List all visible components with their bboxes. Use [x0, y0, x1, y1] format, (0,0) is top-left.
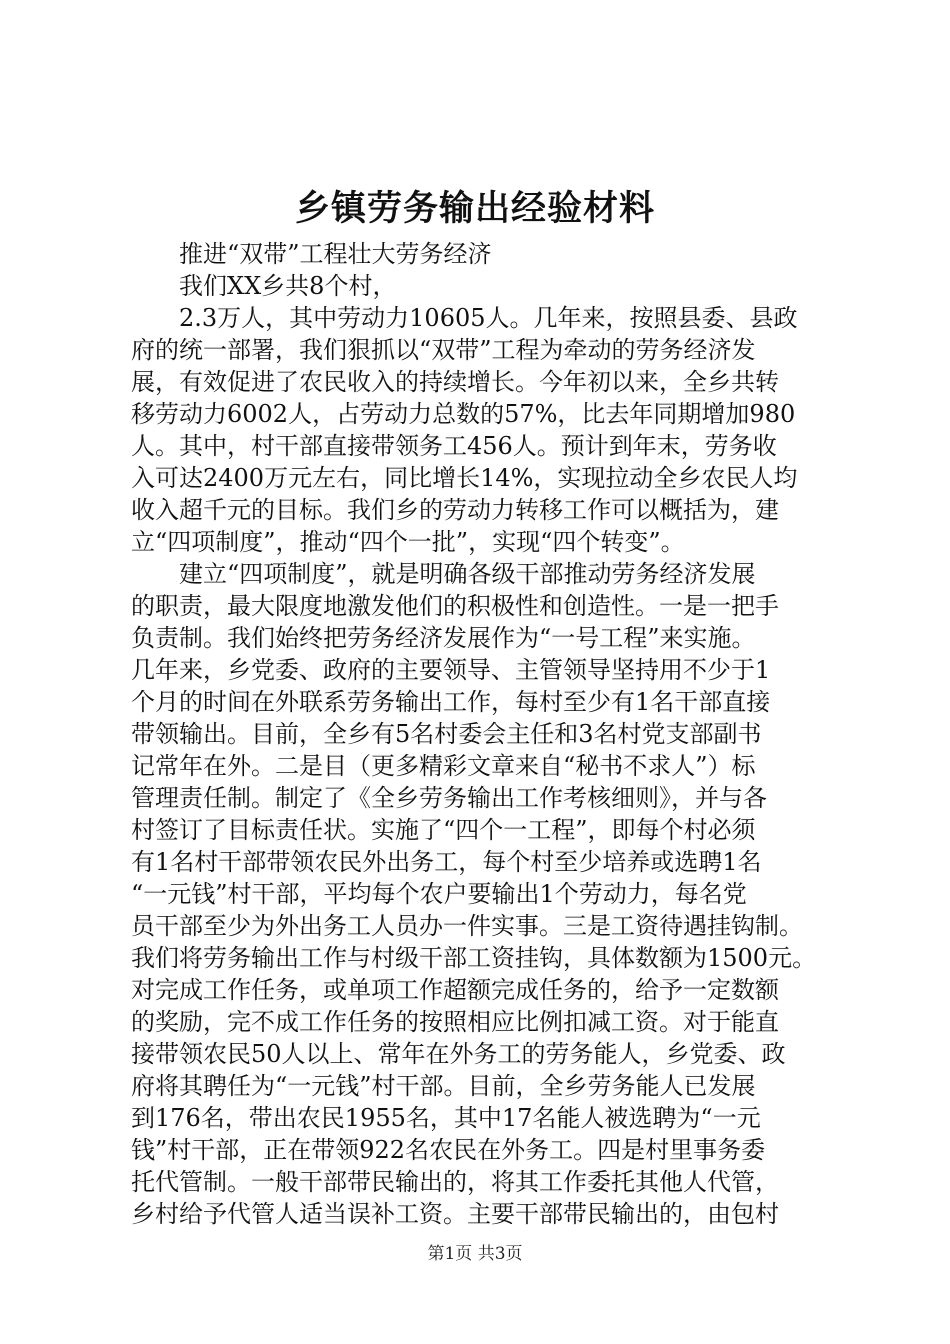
document-title: 乡镇劳务输出经验材料 — [294, 189, 655, 229]
text-line: 几年来，乡党委、政府的主要领导、主管领导坚持用不少于1 — [131, 656, 771, 684]
text-line: 记常年在外。二是目（更多精彩文章来自“秘书不求人”）标 — [131, 752, 756, 780]
text-line: 我们将劳务输出工作与村级干部工资挂钩，具体数额为1500元。 — [131, 944, 817, 972]
text-line: 入可达2400万元左右，同比增长14%，实现拉动全乡农民人均 — [131, 464, 798, 492]
text-line: 的职责，最大限度地激发他们的积极性和创造性。一是一把手 — [131, 592, 779, 620]
text-line: 有1名村干部带领农民外出务工，每个村至少培养或选聘1名 — [131, 848, 762, 876]
text-line: 展，有效促进了农民收入的持续增长。今年初以来，全乡共转 — [131, 368, 779, 396]
page-footer: 第1页 共3页 — [427, 1244, 523, 1264]
text-line: 收入超千元的目标。我们乡的劳动力转移工作可以概括为，建 — [131, 496, 779, 524]
text-line: 接带领农民50人以上、常年在外务工的劳务能人，乡党委、政 — [131, 1040, 786, 1068]
text-line: 员干部至少为外出务工人员办一件实事。三是工资待遇挂钩制。 — [131, 912, 803, 940]
text-line: 的奖励，完不成工作任务的按照相应比例扣减工资。对于能直 — [131, 1008, 779, 1036]
text-line: 我们XX乡共8个村， — [179, 272, 397, 300]
text-line: 负责制。我们始终把劳务经济发展作为“一号工程”来实施。 — [131, 624, 756, 652]
text-line: 托代管制。一般干部带民输出的，将其工作委托其他人代管， — [131, 1168, 779, 1196]
text-line: 对完成工作任务，或单项工作超额完成任务的，给予一定数额 — [131, 976, 779, 1004]
text-line: 推进“双带”工程壮大劳务经济 — [179, 240, 492, 268]
text-line: 移劳动力6002人，占劳动力总数的57%，比去年同期增加980 — [131, 400, 796, 428]
text-line: 个月的时间在外联系劳务输出工作，每村至少有1名干部直接 — [131, 688, 771, 716]
text-line: 2.3万人，其中劳动力10605人。几年来，按照县委、县政 — [179, 304, 798, 332]
text-line: 到176名，带出农民1955名，其中17名能人被选聘为“一元 — [131, 1104, 761, 1132]
text-line: 带领输出。目前，全乡有5名村委会主任和3名村党支部副书 — [131, 720, 762, 748]
text-line: 府将其聘任为“一元钱”村干部。目前，全乡劳务能人已发展 — [131, 1072, 756, 1100]
text-line: “一元钱”村干部，平均每个农户要输出1个劳动力，每名党 — [131, 880, 747, 908]
document-body — [131, 238, 831, 1230]
text-line: 建立“四项制度”，就是明确各级干部推动劳务经济发展 — [179, 560, 756, 588]
text-line: 钱”村干部，正在带领922名农民在外务工。四是村里事务委 — [131, 1136, 766, 1164]
text-line: 立“四项制度”，推动“四个一批”，实现“四个转变”。 — [131, 528, 685, 556]
text-line: 乡村给予代管人适当误补工资。主要干部带民输出的，由包村 — [131, 1200, 779, 1228]
text-line: 村签订了目标责任状。实施了“四个一工程”，即每个村必须 — [131, 816, 756, 844]
text-line: 人。其中，村干部直接带领务工456人。预计到年末，劳务收 — [131, 432, 777, 460]
text-line: 府的统一部署，我们狠抓以“双带”工程为牵动的劳务经济发 — [131, 336, 756, 364]
text-line: 管理责任制。制定了《全乡劳务输出工作考核细则》，并与各 — [131, 784, 767, 812]
